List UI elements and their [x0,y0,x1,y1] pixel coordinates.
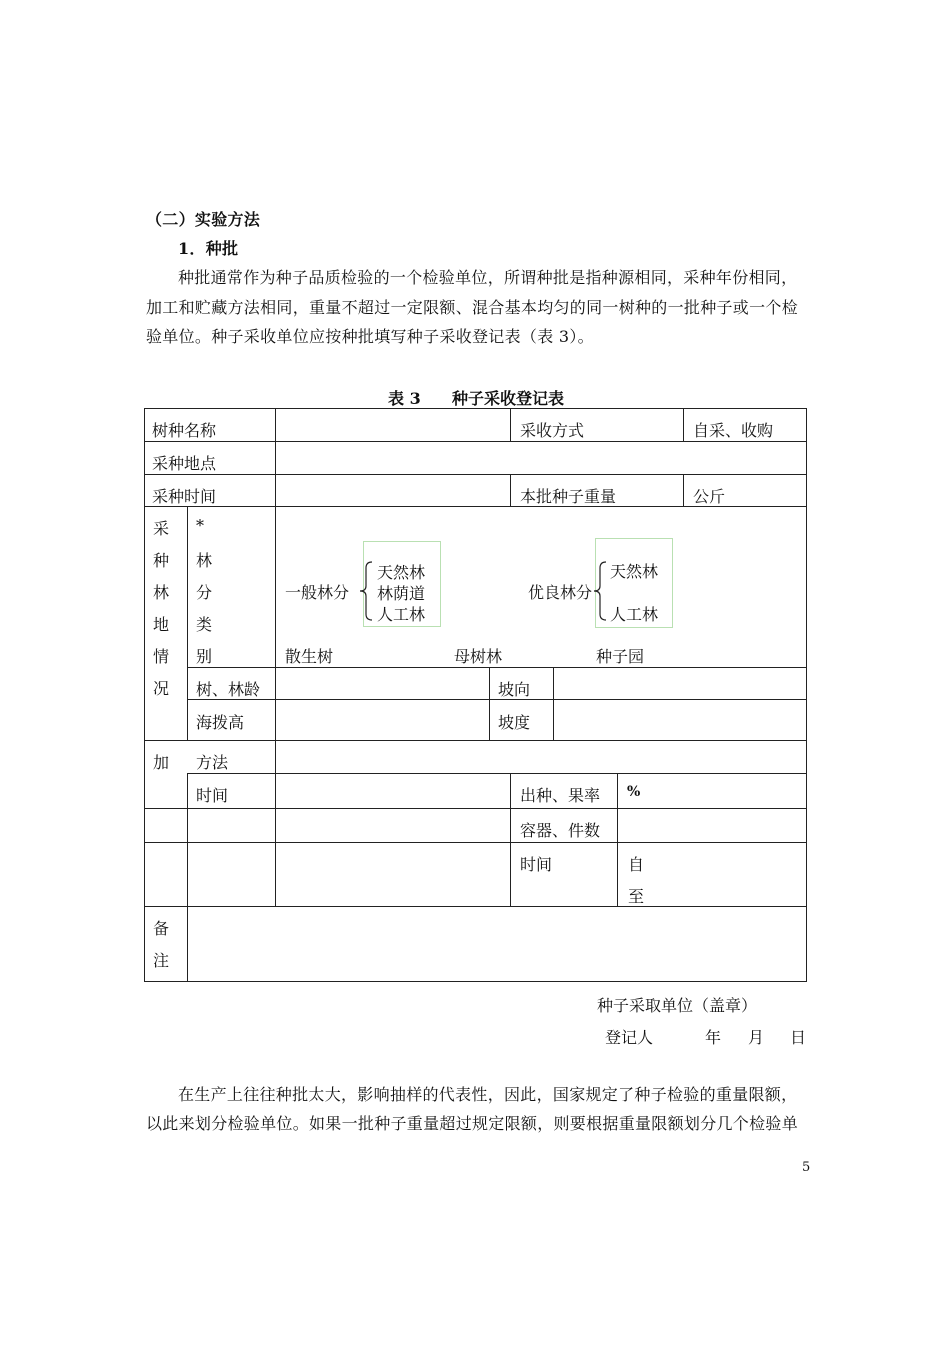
remarks-char: 备 [153,919,170,938]
paragraph-line: 在生产上往往种批太大，影响抽样的代表性，因此，国家规定了种子检验的重量限额， [178,1085,798,1104]
collect-time-label: 采种时间 [152,487,217,506]
row-line [144,842,807,843]
row-line [187,773,807,774]
forest-situation-char: 地 [153,615,170,634]
weight-unit: 公斤 [693,487,726,506]
paragraph-line: 以此来划分检验单位。如果一批种子重量超过规定限额，则要根据重量限额划分几个检验单 [146,1114,799,1133]
collect-method-value: 自采、收购 [693,421,774,440]
slope-aspect-label: 坡向 [498,680,531,699]
col-line [510,773,511,907]
table-border-top [144,408,807,409]
table-title: 种子采收登记表 [452,389,565,408]
signature-unit: 种子采取单位（盖章） [597,996,758,1015]
col-line [187,773,188,907]
col-line [489,667,490,741]
paragraph-line: 加工和贮藏方法相同，重量不超过一定限额、混合基本均匀的同一树种的一批种子或一个检 [146,298,799,317]
species-name-label: 树种名称 [152,421,217,440]
col-line [275,667,276,741]
forest-situation-char: 况 [153,679,170,698]
col-line [683,474,684,507]
table-border-bottom [144,981,807,982]
row-line [144,441,807,442]
general-stand-label: 一般林分 [285,583,350,602]
from-label: 自 [628,855,645,874]
general-option: 天然林 [377,563,426,582]
category-char: * [196,516,204,535]
table-number: 表 3 [388,389,421,408]
category-char: 分 [196,583,213,602]
table-border-left [144,408,145,982]
forest-situation-char: 林 [153,583,170,602]
tree-age-label: 树、林龄 [196,680,261,699]
forest-situation-char: 采 [153,519,170,538]
col-line [510,408,511,441]
collect-method-label: 采收方式 [520,421,585,440]
col-line [187,506,188,741]
general-option: 林荫道 [377,584,426,603]
day-label: 日 [790,1028,807,1047]
paragraph-line: 种批通常作为种子品质检验的一个检验单位，所谓种批是指种源相同，采种年份相同， [178,268,798,287]
col-line [187,906,188,982]
subheading: 1．种批 [178,239,239,258]
month-label: 月 [748,1028,765,1047]
row-line [144,740,807,741]
processing-label: 加 [153,753,170,772]
col-line [683,408,684,441]
category-char: 类 [196,615,213,634]
category-char: 别 [196,647,213,666]
table-border-right [806,408,807,982]
yield-rate-label: 出种、果率 [520,786,601,805]
superior-option: 天然林 [610,562,659,581]
brace-icon [355,560,375,622]
time-label: 时间 [196,786,229,805]
batch-weight-label: 本批种子重量 [520,487,617,506]
row-line [187,667,807,668]
brace-icon [589,560,609,622]
col-line [275,408,276,507]
superior-option: 人工林 [610,605,659,624]
mother-stand-label: 母树林 [454,647,503,666]
row-line [144,906,807,907]
category-char: 林 [196,551,213,570]
collect-site-label: 采种地点 [152,454,217,473]
col-line [510,474,511,507]
forest-situation-char: 情 [153,647,170,666]
col-line [275,740,276,907]
section-heading: （二）实验方法 [146,210,261,229]
altitude-label: 海拨高 [196,713,245,732]
col-line [275,506,276,667]
row-line [144,808,807,809]
superior-stand-label: 优良林分 [528,583,593,602]
container-count-label: 容器、件数 [520,821,601,840]
page-number: 5 [802,1160,811,1175]
forest-situation-char: 种 [153,551,170,570]
col-line [553,667,554,741]
registrar-label: 登记人 [605,1028,654,1047]
scattered-trees-label: 散生树 [285,647,334,666]
method-label: 方法 [196,753,229,772]
to-label: 至 [628,887,645,906]
seed-orchard-label: 种子园 [596,647,645,666]
general-option: 人工林 [377,605,426,624]
percent-sign: % [627,784,641,800]
slope-degree-label: 坡度 [498,713,531,732]
row-line [187,699,807,700]
paragraph-line: 验单位。种子采收单位应按种批填写种子采收登记表（表 3）。 [146,327,594,346]
col-line [617,773,618,907]
year-label: 年 [705,1028,722,1047]
remarks-char: 注 [153,951,170,970]
row-line [144,474,807,475]
storage-time-label: 时间 [520,855,553,874]
